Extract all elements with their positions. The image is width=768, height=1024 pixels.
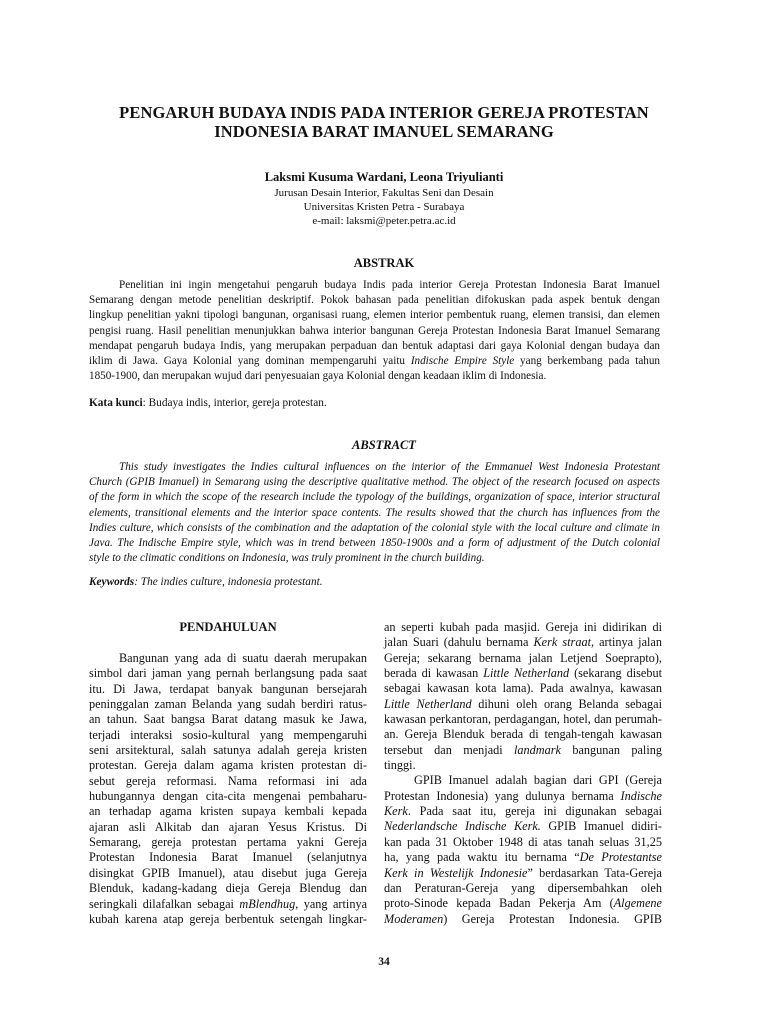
page-number: 34 [378, 956, 390, 968]
body-line: simbol dari jaman yang pernah berlangsung pada saat [89, 666, 367, 681]
body-line: dan Peraturan-Gereja yang dipersembahkan oleh [384, 880, 662, 895]
author-names: Laksmi Kusuma Wardani, Leona Triyulianti [264, 170, 504, 184]
pendahuluan-heading: PENDAHULUAN [179, 620, 277, 634]
italic-term: Little Netherland [384, 696, 472, 711]
body-line: disingkat GPIB Imanuel), atau disebut juga Gereja [89, 865, 367, 880]
body-line: an terhadap agama kristen supaya kembali kepada [89, 804, 367, 819]
italic-term: Nederlandsche Indische Kerk. [384, 819, 541, 834]
body-line: Little Netherland dihuni oleh orang Belanda sebagai [384, 696, 662, 711]
body-line: sebagai kawasan kota lama). Pada awalnya, kawasan [384, 681, 662, 696]
body-line: terjadi interaksi sosio-kultural yang mempengaruhi [89, 727, 367, 742]
abstrak-line: Penelitian ini ingin mengetahui pengaruh budaya Indis pada interior Gereja Protestan Indonesia Barat Imanuel [119, 279, 660, 291]
body-line: protestan. Gereja dalam agama kristen protestan di- [89, 758, 367, 773]
paper-title [80, 103, 688, 141]
abstract-line: Church (GPIB Imanuel) in Semarang using the descriptive qualitative method. The object of the research focused on aspects [89, 476, 660, 489]
kata-kunci [89, 397, 327, 409]
body-line: Blenduk, kadang-kadang dieja Gereja Blendug dan [89, 881, 367, 896]
body-line: hubungannya dengan cita-cita mengenai pembaharu- [89, 789, 367, 804]
abstract-line: elements, transitional elements and the interior space contents. The results showed that the church has influences from the [89, 506, 660, 519]
body-line: ajaran asli Alkitab dan ajaran Yesus Kristus. Di [89, 819, 367, 834]
right-column [384, 620, 662, 927]
abstract-line: style to the climatic conditions on Indonesia, was truly prominent in the church building. [89, 552, 485, 565]
abstrak-line: mendapat pengaruh budaya Indis, yang merupakan perpaduan dan bentuk adaptasi dari gaya Kolonial dengan budaya dan [89, 339, 660, 352]
body-line: an seperti kubah pada masjid. Gereja ini didirikan di [384, 620, 662, 634]
abstract-line: Indies culture, which consists of the combination and the adaptation of the colonial style with the local culture and climate in [89, 521, 660, 534]
italic-term: mBlendhug [239, 896, 296, 911]
abstrak-heading: ABSTRAK [353, 256, 415, 270]
abstract-line: Java. The Indische Empire style, which was in trend between 1850-1900s and a form of adjustment of the Dutch colonial [89, 537, 660, 550]
title-line-1: PENGARUH BUDAYA INDIS PADA INTERIOR GEREJA PROTESTAN [119, 103, 649, 122]
abstract-line: This study investigates the Indies cultural influences on the interior of the Emmanuel West Indonesia Protestant [119, 461, 660, 473]
body-line: seringkali dilafalkan sebagai mBlendhug, yang artinya [89, 896, 368, 911]
abstract-heading: ABSTRACT [352, 438, 416, 452]
keywords [89, 576, 323, 588]
italic-term: landmark [514, 742, 561, 757]
kata-kunci-label: Kata kunci [89, 397, 143, 409]
body-line: Bangunan yang ada di suatu daerah merupakan [119, 651, 367, 665]
body-line: an tahun. Saat bangsa Barat datang masuk ke Jawa, [89, 712, 367, 727]
body-line: tersebut dan menjadi landmark bangunan paling [384, 742, 662, 757]
body-line: kawasan perkantoran, perdagangan, hotel, dan perumah- [384, 712, 662, 727]
kata-kunci-text: : Budaya indis, interior, gereja protestan. [142, 397, 327, 409]
body-line: sebut gereja reformasi. Nama reformasi ini ada [89, 773, 367, 788]
italic-term: Kerk [384, 804, 408, 819]
affiliation-university: Universitas Kristen Petra - Surabaya [303, 201, 465, 213]
body-line: Nederlandsche Indische Kerk. GPIB Imanuel didiri- [384, 819, 662, 834]
keywords-label: Keywords [89, 576, 135, 588]
body-line: itu. Di Jawa, terdapat banyak bangunan bersejarah [89, 681, 367, 696]
body-line: kan pada 31 Oktober 1948 di atas tanah seluas 31,25 [384, 834, 662, 849]
body-line: berada di kawasan Little Netherland (sekarang disebut [384, 666, 663, 681]
body-line: ha, yang pada waktu itu bernama “De Protestantse [384, 850, 662, 865]
abstract-body [89, 460, 660, 566]
body-line: tinggi. [384, 758, 416, 773]
italic-term: De Protestantse [579, 850, 662, 865]
body-line: Semarang, gereja protestan pertama yakni Gereja [89, 835, 367, 850]
abstrak-line: pengisi ruang. Hasil penelitian menunjukkan bahwa interior bangunan Gereja Protestan Indonesia Barat Imanuel Semarang [89, 324, 660, 337]
italic-term: Kerk in Westelijk Indonesie [384, 865, 528, 880]
italic-term: Kerk straat, [533, 635, 595, 650]
body-line: kubah karena atap gereja berbentuk setengah lingkar- [89, 911, 367, 926]
keywords-text: : The indies culture, indonesia protestant. [134, 576, 323, 588]
abstrak-line: Semarang dengan metode penelitian deskriptif. Pokok bahasan pada penelitian difokuskan pada aspek bentuk dengan [89, 294, 660, 307]
abstrak-body [89, 278, 660, 384]
body-line: Kerk. Pada saat itu, gereja ini digunakan sebagai [384, 804, 662, 819]
left-column [89, 651, 367, 927]
body-line: an. Gereja Blenduk berada di tengah-tengah kawasan [384, 727, 662, 742]
body-line: Protestan Indonesia) yang dulunya bernama Indische [384, 788, 662, 803]
italic-term: Moderamen [384, 911, 444, 926]
affiliation-department: Jurusan Desain Interior, Fakultas Seni dan Desain [274, 187, 494, 199]
body-line: Moderamen) Gereja Protestan Indonesia. GPIB [384, 911, 662, 926]
body-line: Gereja; sekarang bernama jalan Letjend Soeprapto), [384, 650, 662, 665]
body-line: peninggalan zaman Belanda yang sudah berdiri ratus- [89, 697, 367, 712]
body-line: Protestan Indonesia Barat Imanuel (selanjutnya [89, 850, 367, 865]
body-line: seni arsitektural, salah satunya adalah gereja kristen [89, 743, 367, 758]
body-line: Kerk in Westelijk Indonesie” berdasarkan Tata-Gereja [384, 865, 662, 880]
italic-term: Little Netherland [483, 666, 570, 681]
abstrak-line: lingkup penelitian yakni tipologi bangunan, organisasi ruang, elemen interior pembentuk ruang, elemen transisi, dan elemen [89, 309, 660, 322]
italic-term: Indische [620, 788, 662, 803]
abstrak-line: 1850-1900, dan merupakan wujud dari penyesuaian gaya Kolonial dengan keadaan iklim di Indonesia. [89, 370, 547, 383]
title-line-2: INDONESIA BARAT IMANUEL SEMARANG [214, 122, 554, 141]
abstract-line: of the form in which the scope of the research include the typology of the buildings, organization of space, interior structural [89, 491, 660, 504]
abstrak-line: iklim di Jawa. Gaya Kolonial yang dominan mempengaruhi yaitu Indische Empire Style yang berkembang pada tahun [89, 355, 660, 368]
body-line: jalan Suari (dahulu bernama Kerk straat, artinya jalan [384, 635, 662, 650]
italic-term: Algemene [613, 896, 662, 911]
italic-term: Indische Empire Style [410, 355, 515, 368]
body-line: proto-Sinode kepada Badan Pekerja Am (Algemene [384, 896, 662, 911]
author-email: e-mail: laksmi@peter.petra.ac.id [312, 215, 456, 227]
body-line: GPIB Imanuel adalah bagian dari GPI (Gereja [414, 773, 662, 788]
